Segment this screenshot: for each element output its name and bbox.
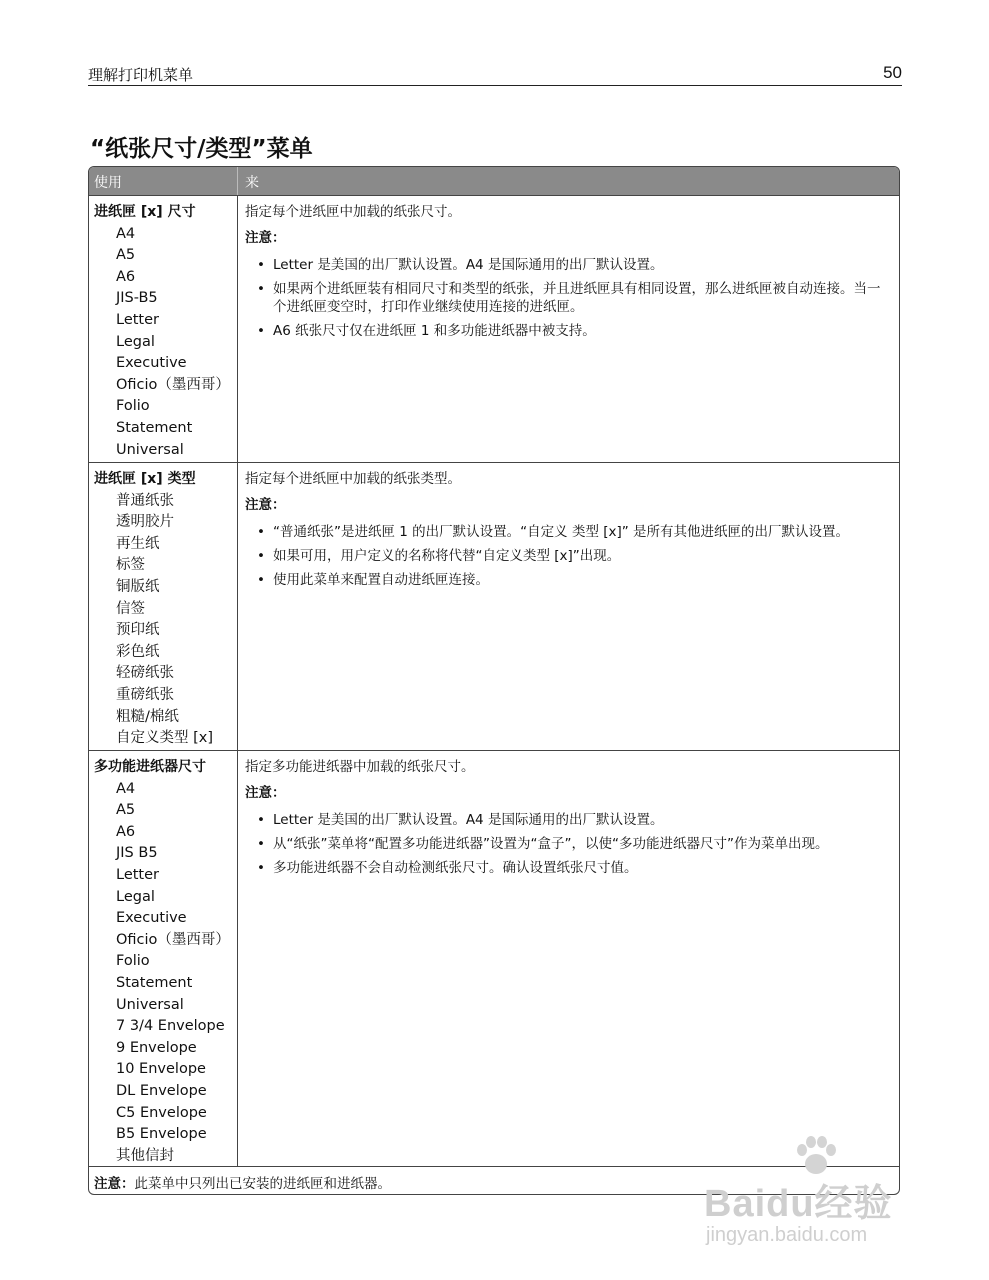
option-item: 预印纸 [116, 622, 160, 639]
page-number: 50 [883, 63, 902, 82]
note-bullet: • Letter 是美国的出厂默认设置。A4 是国际通用的出厂默认设置。 [257, 257, 664, 273]
note-bullet: • “普通纸张”是进纸匣 1 的出厂默认设置。“自定义 类型 [x]” 是所有其他进纸匣的出厂默认设置。 [257, 524, 850, 540]
column-header-to: 来 [245, 175, 259, 191]
note-bullet: • Letter 是美国的出厂默认设置。A4 是国际通用的出厂默认设置。 [257, 812, 664, 828]
row-description: 指定每个进纸匣中加载的纸张尺寸。 [245, 204, 461, 220]
table-row [89, 196, 899, 463]
option-item: 铜版纸 [116, 578, 160, 595]
note-bullet: • A6 纸张尺寸仅在进纸匣 1 和多功能进纸器中被支持。 [257, 323, 596, 339]
table-row [89, 751, 899, 1167]
option-item: A6 [116, 268, 136, 285]
watermark-url: jingyan.baidu.com [706, 1224, 868, 1246]
header-title: 理解打印机菜单 [88, 66, 194, 84]
note-list [245, 256, 889, 340]
note-text: 使用此菜单来配置自动进纸匣连接。 [273, 572, 489, 588]
option-item: 轻磅纸张 [116, 665, 174, 682]
note-label: 注意： [245, 785, 286, 801]
option-item: 其他信封 [116, 1147, 174, 1164]
option-item: Legal [116, 888, 155, 905]
note-bullet: • 多功能进纸器不会自动检测纸张尺寸。确认设置纸张尺寸值。 [257, 860, 638, 876]
note-text: Letter 是美国的出厂默认设置。A4 是国际通用的出厂默认设置。 [273, 812, 664, 828]
watermark-logo-text: Baidu经验 [704, 1183, 893, 1225]
note-label: 注意： [245, 497, 286, 513]
option-item: 7 3/4 Envelope [116, 1018, 225, 1035]
option-item: 10 Envelope [116, 1061, 206, 1078]
option-item: Statement [116, 419, 193, 436]
table-footer-note [89, 1167, 899, 1193]
option-item: Universal [116, 996, 184, 1013]
option-item: 9 Envelope [116, 1039, 197, 1056]
option-item: A5 [116, 247, 136, 264]
note-text: Letter 是美国的出厂默认设置。A4 是国际通用的出厂默认设置。 [273, 257, 664, 273]
note-text: 如果两个进纸匣装有相同尺寸和类型的纸张，并且进纸匣具有相同设置，那么进纸匣被自动连接。当一个进纸匣变空时，打印作业继续使用连接的进纸匣。 [273, 281, 881, 315]
note-text: A6 纸张尺寸仅在进纸匣 1 和多功能进纸器中被支持。 [273, 323, 596, 339]
option-item: A6 [116, 823, 136, 840]
table-row [89, 463, 899, 751]
row-description-cell [238, 751, 899, 1166]
option-item: 透明胶片 [116, 514, 174, 531]
section-title: “纸张尺寸/类型”菜单 [90, 136, 313, 162]
note-text: “普通纸张”是进纸匣 1 的出厂默认设置。“自定义 类型 [x]” 是所有其他进纸匣的出厂默认设置。 [273, 524, 850, 540]
note-text: 如果可用，用户定义的名称将代替“自定义类型 [x]”出现。 [273, 548, 621, 564]
option-item: A4 [116, 780, 136, 797]
option-item: 自定义类型 [x] [116, 730, 214, 747]
note-bullet: • 使用此菜单来配置自动进纸匣连接。 [257, 572, 489, 588]
option-item: A5 [116, 802, 136, 819]
footer-note-text: 此菜单中只列出已安装的进纸匣和进纸器。 [134, 1176, 391, 1192]
option-item: Letter [116, 866, 159, 883]
option-item: Folio [116, 953, 150, 970]
option-item: Executive [116, 355, 187, 372]
option-item: A4 [116, 225, 136, 242]
option-item: Executive [116, 910, 187, 927]
row-description: 指定多功能进纸器中加载的纸张尺寸。 [245, 759, 475, 775]
table-header [89, 167, 899, 196]
option-item: 重磅纸张 [116, 686, 174, 703]
option-item: 标签 [116, 557, 145, 574]
note-bullet: • 从“纸张”菜单将“配置多功能进纸器”设置为“盒子”，以使“多功能进纸器尺寸”作为菜单出现。 [257, 836, 829, 852]
footer-note-label: 注意： [94, 1176, 135, 1192]
note-bullet: • 如果两个进纸匣装有相同尺寸和类型的纸张，并且进纸匣具有相同设置，那么进纸匣被自动连接。当一个进纸匣变空时，打印作业继续使用连接的进纸匣。 [257, 281, 881, 315]
row-options-cell [89, 463, 238, 750]
row-options-cell [89, 751, 238, 1166]
note-text: 多功能进纸器不会自动检测纸张尺寸。确认设置纸张尺寸值。 [273, 860, 638, 876]
menu-table [88, 166, 900, 1195]
option-item: 粗糙/棉纸 [116, 708, 179, 725]
option-item: Oficio（墨西哥） [116, 376, 230, 393]
note-text: 从“纸张”菜单将“配置多功能进纸器”设置为“盒子”，以使“多功能进纸器尺寸”作为菜单出现。 [273, 836, 829, 852]
option-item: Letter [116, 311, 159, 328]
option-item: C5 Envelope [116, 1104, 207, 1121]
row-description: 指定每个进纸匣中加载的纸张类型。 [245, 471, 461, 487]
option-item: JIS-B5 [116, 290, 158, 307]
option-item: B5 Envelope [116, 1126, 207, 1143]
option-item: 信签 [116, 600, 145, 617]
option-item: Universal [116, 441, 184, 458]
option-item: Oficio（墨西哥） [116, 931, 230, 948]
note-list [245, 523, 889, 589]
note-list [245, 811, 889, 877]
option-item: Statement [116, 974, 193, 991]
column-header-use: 使用 [89, 167, 238, 195]
option-item: JIS B5 [116, 845, 158, 862]
option-item: 再生纸 [116, 535, 160, 552]
option-item: 彩色纸 [116, 643, 160, 660]
row-heading: 进纸匣 [x] 尺寸 [94, 204, 196, 220]
page-header [88, 64, 902, 86]
row-options-cell [89, 196, 238, 462]
row-description-cell [238, 463, 899, 750]
option-item: DL Envelope [116, 1082, 207, 1099]
note-bullet: • 如果可用，用户定义的名称将代替“自定义类型 [x]”出现。 [257, 548, 621, 564]
row-description-cell [238, 196, 899, 462]
option-item: 普通纸张 [116, 492, 174, 509]
row-heading: 进纸匣 [x] 类型 [94, 471, 196, 487]
option-item: Folio [116, 398, 150, 415]
row-heading: 多功能进纸器尺寸 [94, 759, 206, 775]
note-label: 注意： [245, 230, 286, 246]
option-item: Legal [116, 333, 155, 350]
